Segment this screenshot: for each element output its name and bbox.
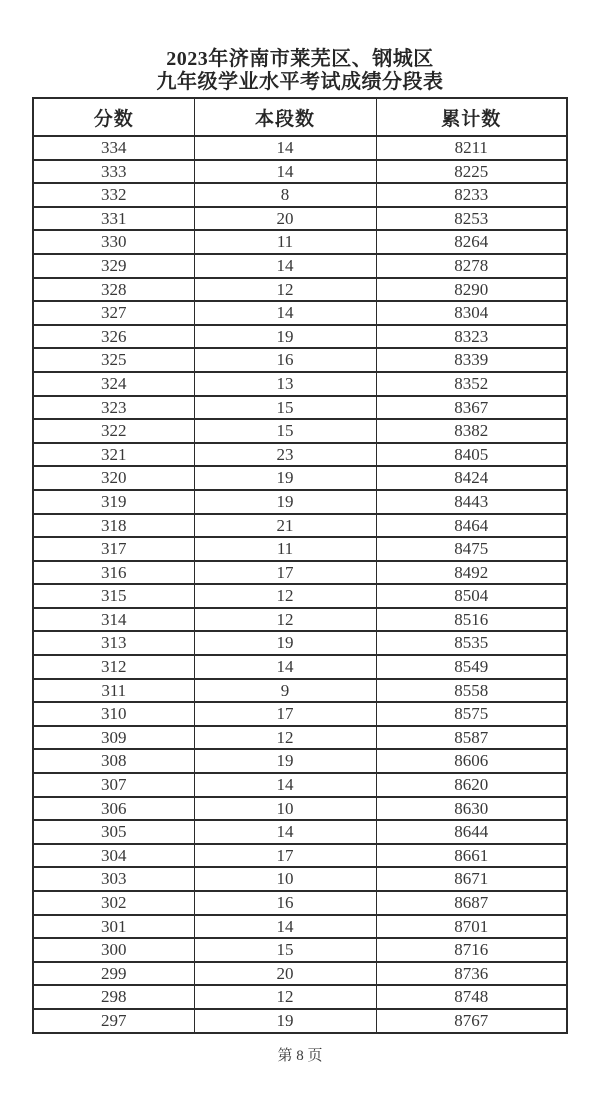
score-cell: 322 <box>33 419 194 443</box>
segment-count-cell: 21 <box>194 514 376 538</box>
segment-count-cell: 14 <box>194 773 376 797</box>
cumulative-count-cell: 8475 <box>376 537 567 561</box>
table-row <box>33 372 567 396</box>
score-cell: 327 <box>33 301 194 325</box>
cumulative-count-cell: 8405 <box>376 443 567 467</box>
cumulative-count-cell: 8424 <box>376 466 567 490</box>
segment-count-cell: 19 <box>194 1009 376 1033</box>
cumulative-count-cell: 8211 <box>376 136 567 160</box>
table-row <box>33 702 567 726</box>
cumulative-count-cell: 8492 <box>376 561 567 585</box>
score-cell: 302 <box>33 891 194 915</box>
segment-count-cell: 15 <box>194 396 376 420</box>
table-row <box>33 726 567 750</box>
score-cell: 331 <box>33 207 194 231</box>
cumulative-count-cell: 8644 <box>376 820 567 844</box>
table-row <box>33 254 567 278</box>
segment-count-cell: 15 <box>194 938 376 962</box>
segment-count-cell: 19 <box>194 466 376 490</box>
score-cell: 312 <box>33 655 194 679</box>
score-cell: 313 <box>33 631 194 655</box>
segment-count-cell: 13 <box>194 372 376 396</box>
table-row <box>33 962 567 986</box>
segment-count-cell: 14 <box>194 915 376 939</box>
score-cell: 326 <box>33 325 194 349</box>
table-row <box>33 207 567 231</box>
segment-count-cell: 12 <box>194 584 376 608</box>
cumulative-count-cell: 8225 <box>376 160 567 184</box>
segment-count-cell: 19 <box>194 749 376 773</box>
score-cell: 334 <box>33 136 194 160</box>
document-title <box>0 48 600 94</box>
table-row <box>33 655 567 679</box>
column-header-score: 分数 <box>33 98 194 136</box>
score-cell: 310 <box>33 702 194 726</box>
table-row <box>33 584 567 608</box>
cumulative-count-cell: 8290 <box>376 278 567 302</box>
segment-count-cell: 16 <box>194 348 376 372</box>
segment-count-cell: 20 <box>194 207 376 231</box>
title-line-2: 九年级学业水平考试成绩分段表 <box>156 71 444 93</box>
score-table <box>32 97 568 1034</box>
table-row <box>33 679 567 703</box>
score-cell: 309 <box>33 726 194 750</box>
cumulative-count-cell: 8339 <box>376 348 567 372</box>
segment-count-cell: 17 <box>194 702 376 726</box>
table-row <box>33 537 567 561</box>
segment-count-cell: 14 <box>194 254 376 278</box>
segment-count-cell: 12 <box>194 726 376 750</box>
table-row <box>33 915 567 939</box>
cumulative-count-cell: 8352 <box>376 372 567 396</box>
cumulative-count-cell: 8671 <box>376 867 567 891</box>
score-cell: 328 <box>33 278 194 302</box>
score-cell: 311 <box>33 679 194 703</box>
cumulative-count-cell: 8233 <box>376 183 567 207</box>
score-cell: 332 <box>33 183 194 207</box>
score-cell: 301 <box>33 915 194 939</box>
score-cell: 323 <box>33 396 194 420</box>
title-line-1: 2023年济南市莱芜区、钢城区 <box>166 48 434 70</box>
score-cell: 304 <box>33 844 194 868</box>
cumulative-count-cell: 8716 <box>376 938 567 962</box>
score-cell: 321 <box>33 443 194 467</box>
cumulative-count-cell: 8558 <box>376 679 567 703</box>
table-row <box>33 1009 567 1033</box>
cumulative-count-cell: 8464 <box>376 514 567 538</box>
segment-count-cell: 11 <box>194 230 376 254</box>
score-cell: 298 <box>33 985 194 1009</box>
cumulative-count-cell: 8264 <box>376 230 567 254</box>
cumulative-count-cell: 8504 <box>376 584 567 608</box>
segment-count-cell: 19 <box>194 631 376 655</box>
segment-count-cell: 19 <box>194 325 376 349</box>
score-cell: 316 <box>33 561 194 585</box>
segment-count-cell: 17 <box>194 561 376 585</box>
segment-count-cell: 14 <box>194 301 376 325</box>
table-row <box>33 301 567 325</box>
segment-count-cell: 10 <box>194 867 376 891</box>
cumulative-count-cell: 8736 <box>376 962 567 986</box>
score-cell: 319 <box>33 490 194 514</box>
table-row <box>33 278 567 302</box>
cumulative-count-cell: 8278 <box>376 254 567 278</box>
cumulative-count-cell: 8575 <box>376 702 567 726</box>
table-row <box>33 631 567 655</box>
segment-count-cell: 12 <box>194 985 376 1009</box>
cumulative-count-cell: 8748 <box>376 985 567 1009</box>
table-row <box>33 136 567 160</box>
segment-count-cell: 19 <box>194 490 376 514</box>
score-table-body <box>33 136 567 1033</box>
score-cell: 303 <box>33 867 194 891</box>
score-cell: 306 <box>33 797 194 821</box>
segment-count-cell: 12 <box>194 278 376 302</box>
segment-count-cell: 20 <box>194 962 376 986</box>
table-row <box>33 867 567 891</box>
score-cell: 305 <box>33 820 194 844</box>
table-row <box>33 938 567 962</box>
segment-count-cell: 14 <box>194 655 376 679</box>
score-cell: 329 <box>33 254 194 278</box>
score-cell: 308 <box>33 749 194 773</box>
table-row <box>33 797 567 821</box>
score-cell: 330 <box>33 230 194 254</box>
table-row <box>33 773 567 797</box>
score-cell: 318 <box>33 514 194 538</box>
score-cell: 325 <box>33 348 194 372</box>
segment-count-cell: 23 <box>194 443 376 467</box>
table-row <box>33 749 567 773</box>
score-cell: 317 <box>33 537 194 561</box>
segment-count-cell: 8 <box>194 183 376 207</box>
score-cell: 315 <box>33 584 194 608</box>
table-row <box>33 325 567 349</box>
segment-count-cell: 14 <box>194 136 376 160</box>
score-cell: 297 <box>33 1009 194 1033</box>
cumulative-count-cell: 8367 <box>376 396 567 420</box>
score-cell: 324 <box>33 372 194 396</box>
cumulative-count-cell: 8687 <box>376 891 567 915</box>
segment-count-cell: 15 <box>194 419 376 443</box>
score-cell: 300 <box>33 938 194 962</box>
cumulative-count-cell: 8587 <box>376 726 567 750</box>
table-row <box>33 419 567 443</box>
cumulative-count-cell: 8535 <box>376 631 567 655</box>
cumulative-count-cell: 8516 <box>376 608 567 632</box>
table-row <box>33 514 567 538</box>
cumulative-count-cell: 8767 <box>376 1009 567 1033</box>
table-row <box>33 820 567 844</box>
segment-count-cell: 14 <box>194 820 376 844</box>
segment-count-cell: 14 <box>194 160 376 184</box>
segment-count-cell: 9 <box>194 679 376 703</box>
cumulative-count-cell: 8304 <box>376 301 567 325</box>
score-cell: 314 <box>33 608 194 632</box>
table-row <box>33 561 567 585</box>
table-row <box>33 490 567 514</box>
table-row <box>33 443 567 467</box>
cumulative-count-cell: 8253 <box>376 207 567 231</box>
table-row <box>33 466 567 490</box>
cumulative-count-cell: 8661 <box>376 844 567 868</box>
table-row <box>33 844 567 868</box>
column-header-cumulative-count: 累计数 <box>376 98 567 136</box>
segment-count-cell: 11 <box>194 537 376 561</box>
cumulative-count-cell: 8323 <box>376 325 567 349</box>
column-header-segment-count: 本段数 <box>194 98 376 136</box>
table-row <box>33 396 567 420</box>
table-row <box>33 608 567 632</box>
cumulative-count-cell: 8443 <box>376 490 567 514</box>
cumulative-count-cell: 8620 <box>376 773 567 797</box>
table-row <box>33 985 567 1009</box>
score-cell: 333 <box>33 160 194 184</box>
table-row <box>33 348 567 372</box>
segment-count-cell: 16 <box>194 891 376 915</box>
cumulative-count-cell: 8549 <box>376 655 567 679</box>
score-cell: 299 <box>33 962 194 986</box>
header-row <box>33 98 567 136</box>
table-row <box>33 891 567 915</box>
segment-count-cell: 17 <box>194 844 376 868</box>
cumulative-count-cell: 8606 <box>376 749 567 773</box>
table-row <box>33 160 567 184</box>
table-row <box>33 183 567 207</box>
cumulative-count-cell: 8382 <box>376 419 567 443</box>
cumulative-count-cell: 8630 <box>376 797 567 821</box>
page-number: 第 8 页 <box>277 1047 323 1064</box>
table-row <box>33 230 567 254</box>
score-cell: 307 <box>33 773 194 797</box>
segment-count-cell: 10 <box>194 797 376 821</box>
score-cell: 320 <box>33 466 194 490</box>
cumulative-count-cell: 8701 <box>376 915 567 939</box>
segment-count-cell: 12 <box>194 608 376 632</box>
